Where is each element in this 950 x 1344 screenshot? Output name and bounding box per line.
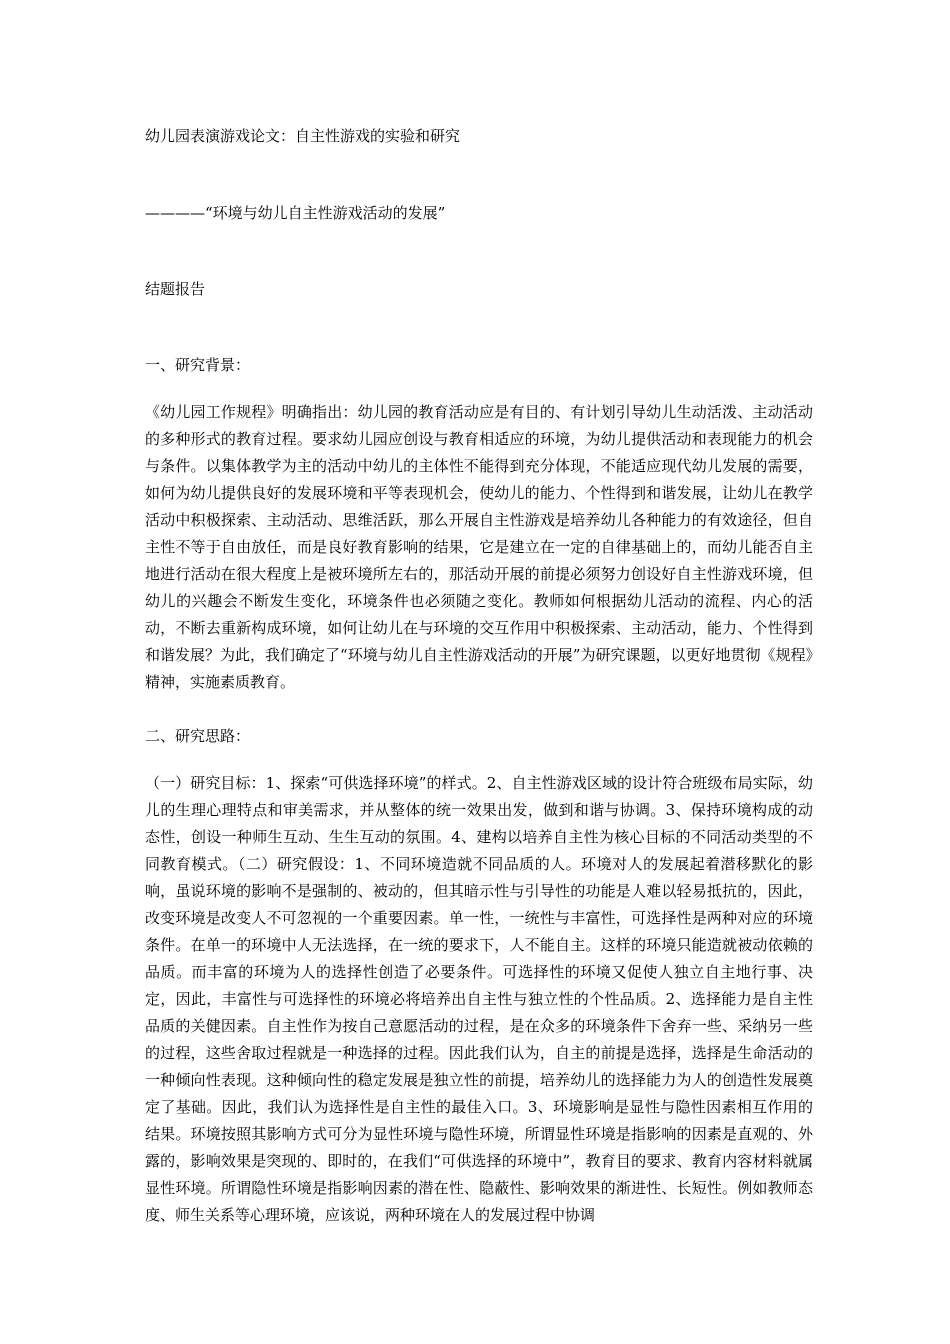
document-subtitle: ————“环境与幼儿自主性游戏活动的发展” xyxy=(145,204,446,222)
document-title: 幼儿园表演游戏论文：自主性游戏的实验和研究 xyxy=(145,127,461,145)
section-heading-background: 一、研究背景： xyxy=(145,356,251,374)
section-heading-approach: 二、研究思路： xyxy=(145,727,251,745)
report-label: 结题报告 xyxy=(145,280,206,298)
section-body-background: 《幼儿园工作规程》明确指出：幼儿园的教育活动应是有目的、有计划引导幼儿生动活泼、主动活动的多种形式的教育过程。要求幼儿园应创设与教育相适应的环境，为幼儿提供活动和表现能力的机会与条件。以集体教学为主的活动中幼儿的主体性不能得到充分体现，不能适应现代幼儿发展的需要，如何为幼儿提供良好的发展环境和平等表现机会，使幼儿的能力、个性得到和谐发展，让幼儿在教学活动中积极探索、主动活动、思维活跃，那么开展自主性游戏是培养幼儿各种能力的有效途径，但自主性不等于自由放任，而是良好教育影响的结果，它是建立在一定的自律基础上的，而幼儿能否自主地进行活动在很大程度上是被环境所左右的，那活动开展的前提必须努力创设好自主性游戏环境，但幼儿的兴趣会不断发生变化，环境条件也必须随之变化。教师如何根据幼儿活动的流程、内心的活动，不断去重新构成环境，如何让幼儿在与环境的交互作用中积极探索、主动活动，能力、个性得到和谐发展？为此，我们确定了“环境与幼儿自主性游戏活动的开展”为研究课题，以更好地贯彻《规程》精神，实施素质教育。 xyxy=(145,403,813,691)
section-body-approach: （一）研究目标：1、探索“可供选择环境”的样式。2、自主性游戏区域的设计符合班级布局实际，幼儿的生理心理特点和审美需求，并从整体的统一效果出发，做到和谐与协调。3、保持环境构成的动态性，创设一种师生互动、生生互动的氛围。4、建构以培养自主性为核心目标的不同活动类型的不同教育模式。（二）研究假设：1、不同环境造就不同品质的人。环境对人的发展起着潜移默化的影响，虽说环境的影响不是强制的、被动的，但其暗示性与引导性的功能是人难以轻易抵抗的，因此，改变环境是改变人不可忽视的一个重要因素。单一性，一统性与丰富性，可选择性是两种对应的环境条件。在单一的环境中人无法选择，在一统的要求下，人不能自主。这样的环境只能造就被动依赖的品质。而丰富的环境为人的选择性创造了必要条件。可选择性的环境又促使人独立自主地行事、决定，因此，丰富性与可选择性的环境必将培养出自主性与独立性的个性品质。2、选择能力是自主性品质的关健因素。自主性作为按自己意愿活动的过程，是在众多的环境条件下舍弃一些、采纳另一些的过程，这些舍取过程就是一种选择的过程。因此我们认为，自主的前提是选择，选择是生命活动的一种倾向性表现。这种倾向性的稳定发展是独立性的前提，培养幼儿的选择能力为人的创造性发展奠定了基础。因此，我们认为选择性是自主性的最佳入口。3、环境影响是显性与隐性因素相互作用的结果。环境按照其影响方式可分为显性环境与隐性环境，所谓显性环境是指影响的因素是直观的、外露的，影响效果是突现的、即时的，在我们“可供选择的环境中”，教育目的要求、教育内容材料就属显性环境。所谓隐性环境是指影响因素的潜在性、隐蔽性、影响效果的渐进性、长短性。例如教师态度、师生关系等心理环境，应该说，两种环境在人的发展过程中协调 xyxy=(145,774,813,1224)
